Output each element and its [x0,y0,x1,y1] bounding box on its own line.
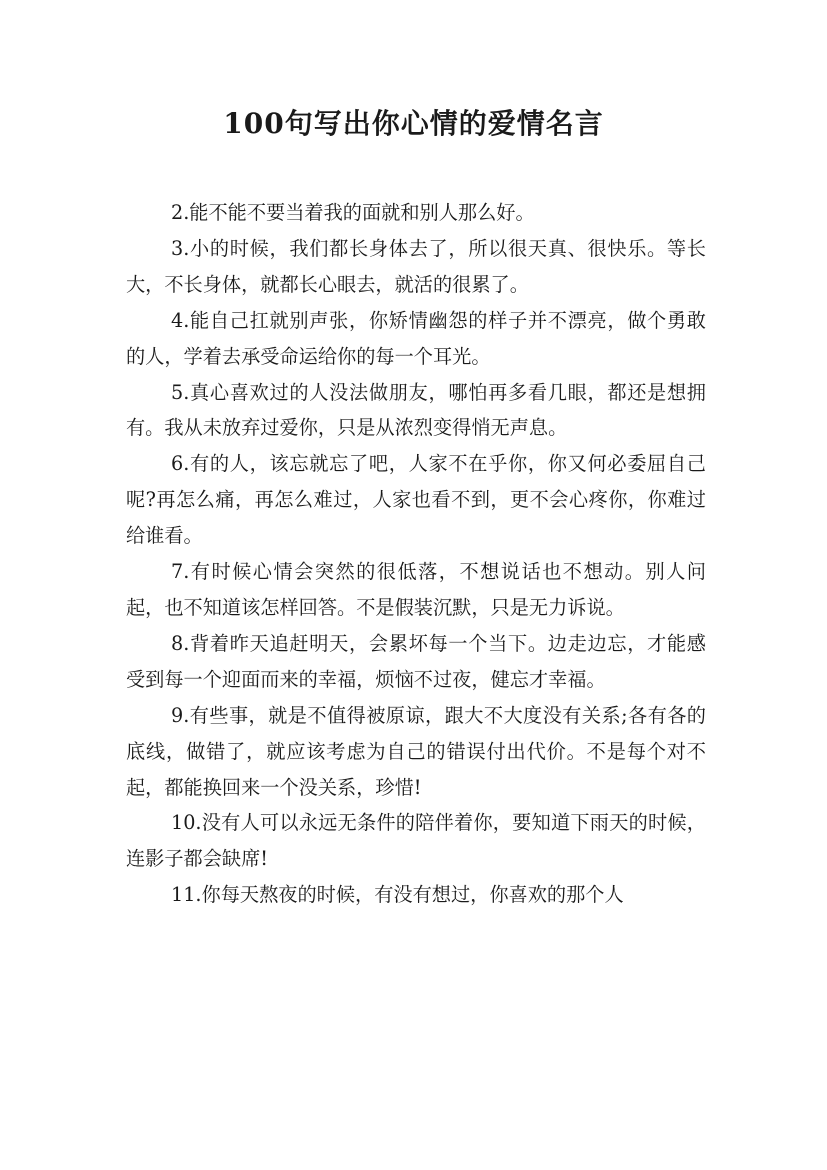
quote-paragraph-11: 11.你每天熬夜的时候，有没有想过，你喜欢的那个人 [171,883,624,907]
quote-paragraph-10: 10.没有人可以永远无条件的陪伴着你，要知道下雨天的时候，连影子都会缺席! [126,811,706,871]
quote-paragraph-8: 8.背着昨天追赶明天，会累坏每一个当下。边走边忘，才能感受到每一个迎面而来的幸福，烦恼不过夜，健忘才幸福。 [126,631,706,691]
quote-paragraph-6: 6.有的人，该忘就忘了吧，人家不在乎你，你又何必委屈自己呢?再怎么痛，再怎么难过，人家也看不到，更不会心疼你，你难过给谁看。 [126,452,706,548]
quote-list [126,195,706,913]
quote-paragraph-5: 5.真心喜欢过的人没法做朋友，哪怕再多看几眼，都还是想拥有。我从未放弃过爱你，只是从浓烈变得悄无声息。 [126,380,706,440]
page-title: 100句写出你心情的爱情名言 [223,107,604,140]
quote-paragraph-9: 9.有些事，就是不值得被原谅，跟大不大度没有关系;各有各的底线，做错了，就应该考虑为自己的错误付出代价。不是每个对不起，都能换回来一个没关系，珍惜! [126,703,706,799]
quote-paragraph-7: 7.有时候心情会突然的很低落，不想说话也不想动。别人问起，也不知道该怎样回答。不是假装沉默，只是无力诉说。 [126,560,706,619]
quote-paragraph-3: 3.小的时候，我们都长身体去了，所以很天真、很快乐。等长大，不长身体，就都长心眼去，就活的很累了。 [126,236,706,296]
quote-paragraph-2: 2.能不能不要当着我的面就和别人那么好。 [171,201,535,224]
quote-paragraph-4: 4.能自己扛就别声张，你矫情幽怨的样子并不漂亮，做个勇敢的人，学着去承受命运给你的每一个耳光。 [126,308,706,368]
